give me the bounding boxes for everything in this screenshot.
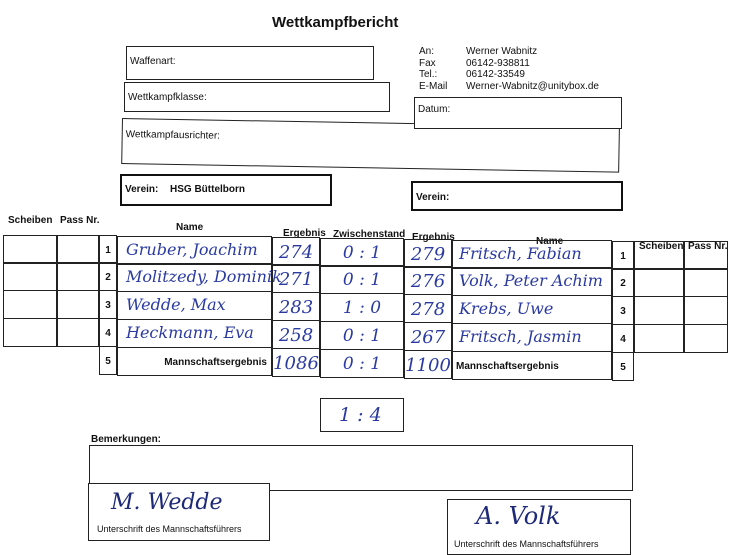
zwischenstand-cell: 0 : 1 bbox=[320, 265, 404, 294]
an-value: Werner Wabnitz bbox=[466, 46, 538, 57]
pass-cell-left[interactable] bbox=[57, 290, 99, 319]
email-value: Werner-Wabnitz@unitybox.de bbox=[466, 80, 599, 92]
verein-left-label: Verein: bbox=[125, 184, 159, 195]
wettkampfklasse-label: Wettkampfklasse: bbox=[128, 92, 207, 103]
signature-left-caption: Unterschrift des Mannschaftsführers bbox=[97, 524, 242, 534]
verein-left-value: HSG Büttelborn bbox=[170, 184, 245, 195]
player-name-left: Molitzedy, Dominik bbox=[126, 267, 282, 286]
tel-value: 06142-33549 bbox=[466, 69, 525, 80]
fax-label: Fax bbox=[419, 57, 436, 69]
pass-cell-right[interactable] bbox=[684, 296, 728, 325]
email-label: E-Mail bbox=[419, 80, 448, 92]
name-cell-left[interactable] bbox=[117, 263, 282, 292]
row-number-left: 1 bbox=[99, 235, 117, 264]
row-number-left: 4 bbox=[99, 318, 117, 347]
player-name-left: Heckmann, Eva bbox=[126, 323, 254, 342]
scheiben-cell-left[interactable] bbox=[3, 262, 57, 291]
waffenart-label: Waffenart: bbox=[130, 56, 176, 67]
signature-right-sig: A. Volk bbox=[476, 502, 561, 530]
scheiben-cell-right[interactable] bbox=[634, 324, 684, 353]
zwischenstand-cell: 1 : 0 bbox=[320, 293, 404, 322]
player-name-right: Krebs, Uwe bbox=[459, 299, 554, 318]
name-cell-left[interactable] bbox=[117, 319, 272, 348]
signature-right-box[interactable] bbox=[447, 499, 631, 555]
scheiben-cell-left[interactable] bbox=[3, 235, 57, 264]
row-number-right: 3 bbox=[612, 296, 634, 325]
ergebnis-left[interactable]: 1086 bbox=[272, 348, 320, 377]
pass-cell-left[interactable] bbox=[57, 235, 99, 264]
row-number-left: 5 bbox=[99, 346, 117, 375]
header-name-left: Name bbox=[176, 222, 204, 233]
ergebnis-right[interactable]: 278 bbox=[404, 294, 452, 323]
player-name-left: Wedde, Max bbox=[126, 295, 226, 314]
header-scheiben-left: Scheiben bbox=[8, 215, 53, 226]
verein-right-label: Verein: bbox=[416, 192, 450, 203]
ergebnis-left[interactable]: 271 bbox=[272, 264, 320, 293]
final-score-box bbox=[320, 398, 404, 432]
mannschaftsergebnis-label-right: Mannschaftsergebnis bbox=[452, 351, 612, 380]
player-name-right: Volk, Peter Achim bbox=[459, 271, 603, 290]
name-cell-right[interactable] bbox=[452, 323, 612, 352]
page-title: Wettkampfbericht bbox=[272, 14, 399, 31]
signature-left-box[interactable] bbox=[88, 483, 270, 541]
name-cell-right[interactable] bbox=[452, 240, 612, 269]
signature-right-caption: Unterschrift des Mannschaftsführers bbox=[454, 539, 599, 549]
scheiben-cell-left[interactable] bbox=[3, 290, 57, 319]
zwischenstand-cell: 0 : 1 bbox=[320, 238, 404, 267]
header-pass-right: Pass Nr. bbox=[688, 241, 728, 252]
pass-cell-right[interactable] bbox=[684, 324, 728, 353]
row-number-right: 2 bbox=[612, 268, 634, 297]
player-name-right: Fritsch, Fabian bbox=[459, 244, 582, 263]
ergebnis-left[interactable]: 283 bbox=[272, 292, 320, 321]
player-name-right: Fritsch, Jasmin bbox=[459, 327, 582, 346]
header-name-right: Name bbox=[536, 236, 564, 247]
ergebnis-right[interactable]: 279 bbox=[404, 239, 452, 268]
scheiben-cell-left[interactable] bbox=[3, 318, 57, 347]
scheiben-cell-right[interactable] bbox=[634, 296, 684, 325]
tel-label: Tel.: bbox=[419, 69, 438, 80]
fax-value: 06142-938811 bbox=[466, 57, 530, 69]
player-name-left: Gruber, Joachim bbox=[126, 240, 258, 259]
header-scheiben-right: Scheiben bbox=[639, 241, 684, 252]
datum-label: Datum: bbox=[418, 104, 451, 115]
ergebnis-right[interactable]: 1100 bbox=[404, 350, 452, 379]
an-label: An: bbox=[419, 46, 435, 57]
pass-cell-left[interactable] bbox=[57, 262, 99, 291]
signature-left-sig: M. Wedde bbox=[111, 490, 223, 515]
ergebnis-right[interactable]: 276 bbox=[404, 266, 452, 295]
header-ergebnis-left: Ergebnis bbox=[283, 228, 326, 239]
name-cell-left[interactable] bbox=[117, 236, 272, 265]
row-number-right: 1 bbox=[612, 241, 634, 270]
final-score: 1 : 4 bbox=[339, 404, 382, 426]
name-cell-left[interactable] bbox=[117, 291, 272, 320]
name-cell-right[interactable] bbox=[452, 267, 612, 296]
ausrichter-label: Wettkampfausrichter: bbox=[125, 129, 221, 142]
bemerkungen-label: Bemerkungen: bbox=[91, 434, 162, 445]
row-number-right: 4 bbox=[612, 324, 634, 353]
scheiben-cell-right[interactable] bbox=[634, 268, 684, 297]
zwischenstand-cell: 0 : 1 bbox=[320, 321, 404, 350]
ergebnis-left[interactable]: 274 bbox=[272, 237, 320, 266]
pass-cell-right[interactable] bbox=[684, 268, 728, 297]
ergebnis-right[interactable]: 267 bbox=[404, 322, 452, 351]
zwischenstand-cell: 0 : 1 bbox=[320, 349, 404, 378]
pass-cell-left[interactable] bbox=[57, 318, 99, 347]
row-number-right: 5 bbox=[612, 352, 634, 381]
header-zwischenstand: Zwischenstand bbox=[333, 229, 406, 240]
header-pass-left: Pass Nr. bbox=[60, 215, 100, 226]
header-ergebnis-right: Ergebnis bbox=[412, 232, 455, 243]
name-cell-right[interactable] bbox=[452, 295, 612, 324]
mannschaftsergebnis-label-left: Mannschaftsergebnis bbox=[117, 347, 272, 376]
row-number-left: 3 bbox=[99, 290, 117, 319]
ergebnis-left[interactable]: 258 bbox=[272, 320, 320, 349]
scheiben-cell-right[interactable] bbox=[634, 241, 684, 270]
pass-cell-right[interactable] bbox=[684, 241, 728, 270]
row-number-left: 2 bbox=[99, 262, 117, 291]
